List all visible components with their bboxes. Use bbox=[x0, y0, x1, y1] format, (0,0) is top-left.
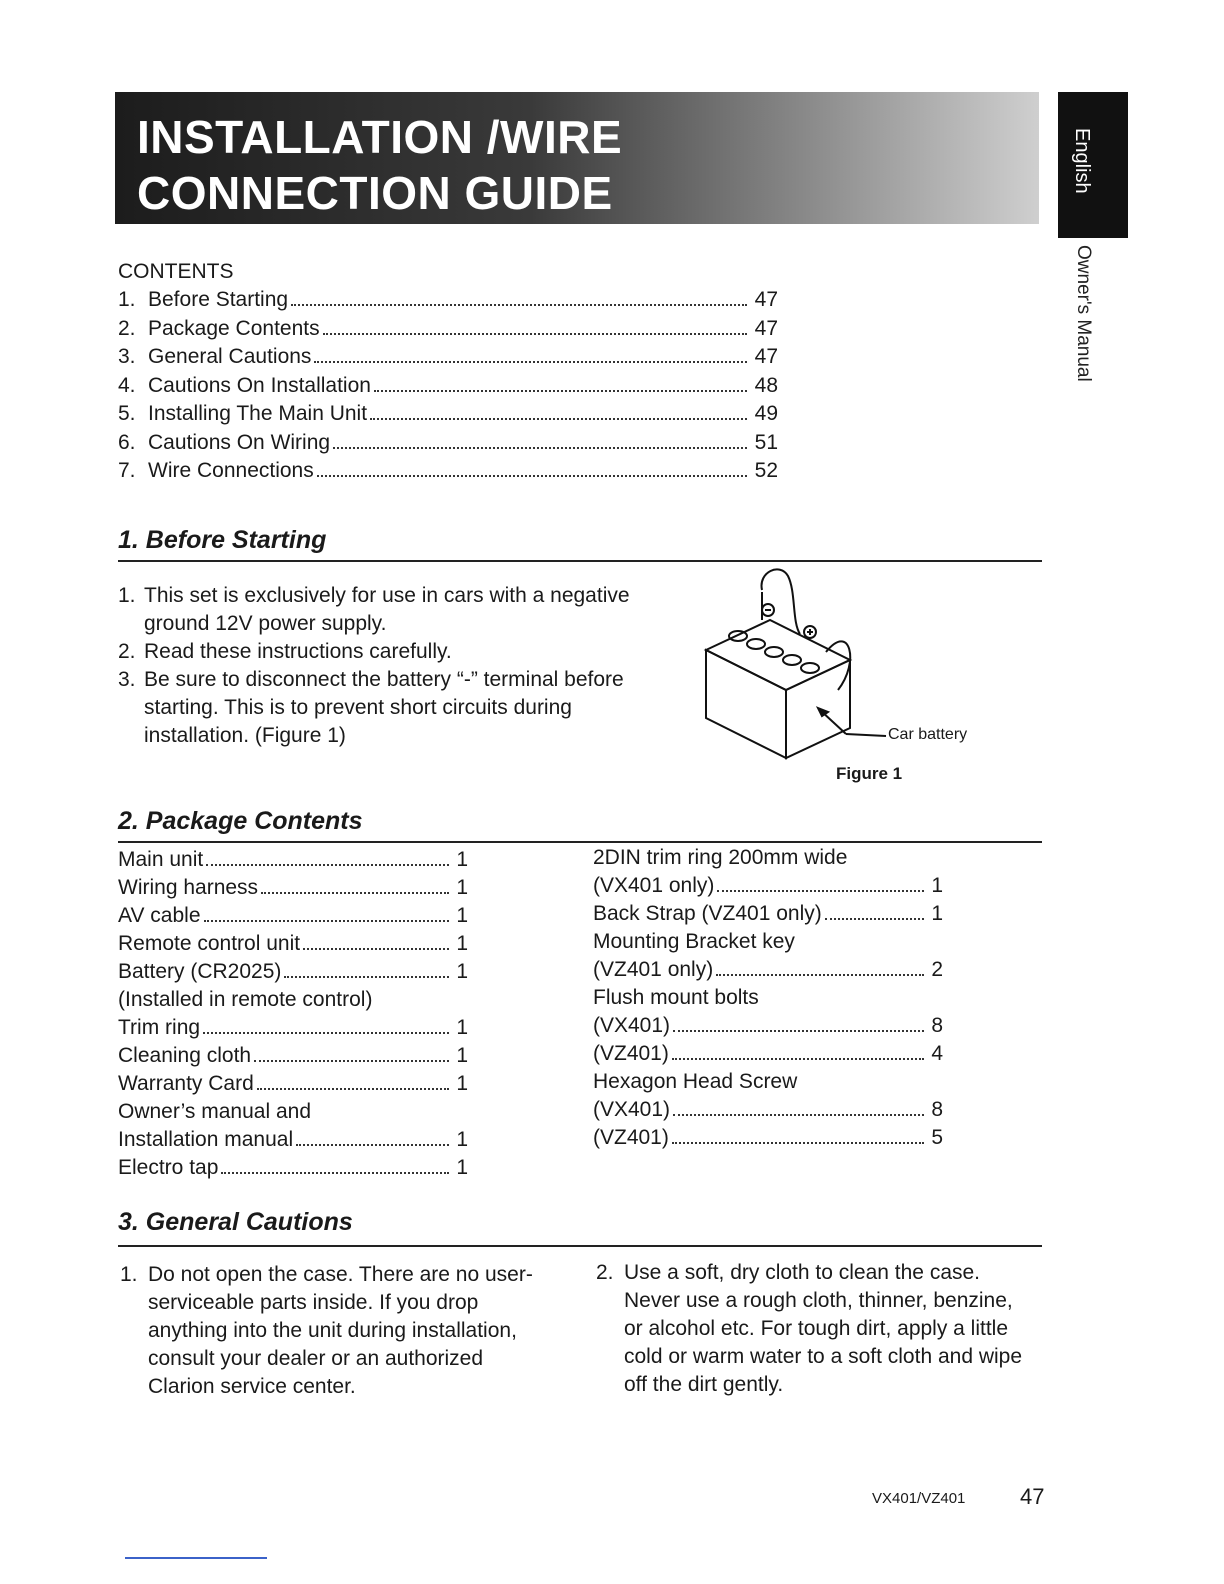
dot-leader bbox=[291, 304, 747, 306]
caution-text: Do not open the case. There are no user- serviceable parts inside. If you drop anything into the unit during installation, consult your dealer or an authorized Clarion service center. bbox=[148, 1263, 533, 1398]
toc-page: 47 bbox=[754, 288, 778, 311]
title-banner bbox=[115, 92, 1039, 224]
package-item bbox=[593, 846, 943, 874]
toc-page: 52 bbox=[754, 459, 778, 482]
package-item-name: Back Strap (VZ401 only) bbox=[593, 902, 822, 925]
dot-leader bbox=[261, 892, 449, 894]
package-item bbox=[118, 1100, 468, 1128]
package-item bbox=[593, 1014, 943, 1042]
manual-label: Owner's Manual bbox=[1073, 245, 1094, 382]
dot-leader bbox=[716, 974, 924, 976]
caution-item bbox=[596, 1259, 1036, 1399]
toc-title: Wire Connections bbox=[148, 459, 314, 482]
package-item bbox=[118, 1128, 468, 1156]
toc-item bbox=[118, 459, 778, 488]
dot-leader bbox=[673, 1114, 924, 1116]
package-item bbox=[118, 1044, 468, 1072]
package-item bbox=[118, 876, 468, 904]
package-item-name: Trim ring bbox=[118, 1016, 201, 1039]
package-item-name: Main unit bbox=[118, 848, 204, 871]
toc-item bbox=[118, 402, 778, 431]
package-item-qty: 8 bbox=[931, 1014, 943, 1037]
package-item-qty: 1 bbox=[456, 904, 468, 927]
toc-number: 3. bbox=[118, 345, 136, 368]
package-item bbox=[593, 902, 943, 930]
dot-leader bbox=[323, 333, 747, 335]
section-divider bbox=[118, 841, 1042, 843]
package-item bbox=[593, 1098, 943, 1126]
dot-leader bbox=[717, 890, 924, 892]
caution-text: Use a soft, dry cloth to clean the case. Never use a rough cloth, thinner, benzine, or alcohol etc. For tough dirt, apply a little cold or warm water to a soft cloth and wipe off the dirt gently. bbox=[624, 1261, 1023, 1396]
package-item-name: Battery (CR2025) bbox=[118, 960, 282, 983]
toc-number: 2. bbox=[118, 316, 136, 340]
package-item bbox=[593, 958, 943, 986]
section-divider bbox=[118, 1245, 1042, 1247]
section-title-before-starting: 1. Before Starting bbox=[118, 526, 327, 554]
contents-heading: CONTENTS bbox=[118, 260, 234, 283]
package-item-name: Electro tap bbox=[118, 1156, 219, 1179]
banner-title-line-1: INSTALLATION /WIRE bbox=[137, 111, 623, 163]
package-item-name: (VZ401) bbox=[593, 1126, 669, 1149]
package-item bbox=[593, 986, 943, 1014]
dot-leader bbox=[206, 864, 449, 866]
package-item-name: (VX401) bbox=[593, 1014, 671, 1037]
toc-number: 5. bbox=[118, 402, 136, 425]
package-item-qty: 1 bbox=[931, 902, 943, 925]
package-item-qty: 2 bbox=[931, 958, 943, 981]
package-item bbox=[593, 1126, 943, 1154]
package-item-qty: 1 bbox=[456, 848, 468, 871]
toc-title: Cautions On Wiring bbox=[148, 430, 331, 454]
toc-page: 48 bbox=[754, 373, 778, 397]
dot-leader bbox=[673, 1030, 924, 1032]
table-of-contents bbox=[118, 288, 778, 488]
package-item-name: Mounting Bracket key bbox=[593, 930, 795, 953]
toc-page: 49 bbox=[754, 402, 778, 425]
package-item-name: Wiring harness bbox=[118, 876, 259, 899]
package-item bbox=[118, 1072, 468, 1100]
package-item-qty: 4 bbox=[931, 1042, 943, 1065]
dot-leader bbox=[374, 390, 747, 392]
toc-item bbox=[118, 317, 778, 346]
package-item bbox=[118, 988, 468, 1016]
figure-caption: Figure 1 bbox=[836, 764, 903, 783]
package-item-qty: 5 bbox=[931, 1126, 943, 1149]
figure-label-car-battery: Car battery bbox=[888, 726, 968, 743]
caution-number: 2. bbox=[596, 1261, 614, 1284]
package-item-qty: 1 bbox=[456, 1072, 468, 1095]
section-title-package-contents: 2. Package Contents bbox=[118, 807, 363, 835]
footer-model: VX401/VZ401 bbox=[872, 1490, 966, 1507]
package-item-name: AV cable bbox=[118, 904, 201, 927]
package-item-name: (Installed in remote control) bbox=[118, 988, 373, 1011]
toc-number: 4. bbox=[118, 373, 136, 397]
dot-leader bbox=[303, 948, 449, 950]
package-item bbox=[118, 960, 468, 988]
page-number: 47 bbox=[1020, 1484, 1045, 1509]
toc-number: 1. bbox=[118, 288, 136, 311]
package-item-name: Hexagon Head Screw bbox=[593, 1070, 798, 1093]
package-list-left bbox=[118, 848, 468, 1184]
footer-rule bbox=[125, 1557, 267, 1559]
list-item bbox=[118, 582, 638, 638]
package-item-qty: 1 bbox=[456, 1156, 468, 1179]
toc-number: 7. bbox=[118, 459, 136, 482]
toc-title: Cautions On Installation bbox=[148, 373, 371, 397]
package-item-qty: 8 bbox=[931, 1098, 943, 1121]
dot-leader bbox=[257, 1088, 449, 1090]
toc-item bbox=[118, 288, 778, 317]
list-text: Read these instructions carefully. bbox=[144, 640, 452, 663]
toc-item bbox=[118, 345, 778, 374]
package-item-qty: 1 bbox=[456, 1016, 468, 1039]
package-item bbox=[118, 1016, 468, 1044]
list-item bbox=[118, 638, 638, 666]
package-item-name: (VZ401 only) bbox=[593, 958, 714, 981]
dot-leader bbox=[825, 918, 924, 920]
dot-leader bbox=[314, 361, 747, 363]
package-item-qty: 1 bbox=[456, 960, 468, 983]
package-item bbox=[593, 1070, 943, 1098]
dot-leader bbox=[672, 1142, 924, 1144]
package-item bbox=[118, 848, 468, 876]
before-starting-list bbox=[118, 582, 638, 750]
language-tab bbox=[1058, 92, 1128, 238]
dot-leader bbox=[284, 976, 449, 978]
package-item-name: Cleaning cloth bbox=[118, 1044, 252, 1067]
banner-title-line-2: CONNECTION GUIDE bbox=[137, 167, 613, 219]
dot-leader bbox=[203, 1032, 449, 1034]
list-number: 3. bbox=[118, 668, 136, 691]
package-item-name: 2DIN trim ring 200mm wide bbox=[593, 846, 848, 869]
package-item bbox=[593, 930, 943, 958]
list-number: 2. bbox=[118, 640, 136, 663]
dot-leader bbox=[333, 447, 747, 449]
toc-title: Installing The Main Unit bbox=[148, 402, 368, 425]
package-item-name: Remote control unit bbox=[118, 932, 301, 955]
caution-item bbox=[120, 1261, 540, 1401]
toc-item bbox=[118, 374, 778, 403]
package-item-qty: 1 bbox=[456, 1044, 468, 1067]
package-item-name: (VZ401) bbox=[593, 1042, 669, 1065]
toc-title: Package Contents bbox=[148, 316, 320, 340]
dot-leader bbox=[672, 1058, 924, 1060]
toc-title: Before Starting bbox=[148, 288, 289, 311]
toc-number: 6. bbox=[118, 430, 136, 454]
package-item-name: Owner’s manual and bbox=[118, 1100, 311, 1123]
package-item bbox=[118, 932, 468, 960]
dot-leader bbox=[370, 418, 747, 420]
language-label: English bbox=[1071, 128, 1093, 194]
caution-number: 1. bbox=[120, 1263, 138, 1286]
package-item-name: Warranty Card bbox=[118, 1072, 254, 1095]
package-list-right bbox=[593, 846, 943, 1154]
list-number: 1. bbox=[118, 584, 136, 607]
package-item bbox=[118, 1156, 468, 1184]
toc-page: 51 bbox=[754, 430, 778, 454]
section-title-general-cautions: 3. General Cautions bbox=[118, 1208, 353, 1236]
dot-leader bbox=[254, 1060, 449, 1062]
package-item-qty: 1 bbox=[456, 1128, 468, 1151]
dot-leader bbox=[317, 475, 747, 477]
dot-leader bbox=[296, 1144, 449, 1146]
list-item bbox=[118, 666, 638, 750]
package-item bbox=[593, 1042, 943, 1070]
list-text: Be sure to disconnect the battery “-” terminal before starting. This is to prevent short circuits during installation. (Figure 1) bbox=[144, 668, 624, 747]
package-item-qty: 1 bbox=[456, 876, 468, 899]
toc-page: 47 bbox=[754, 316, 778, 340]
package-item-name: Installation manual bbox=[118, 1128, 294, 1151]
package-item bbox=[593, 874, 943, 902]
dot-leader bbox=[204, 920, 450, 922]
package-item-qty: 1 bbox=[456, 932, 468, 955]
package-item-qty: 1 bbox=[931, 874, 943, 897]
toc-title: General Cautions bbox=[148, 345, 312, 368]
toc-page: 47 bbox=[754, 345, 778, 368]
package-item bbox=[118, 904, 468, 932]
toc-item bbox=[118, 431, 778, 460]
package-item-name: (VX401) bbox=[593, 1098, 671, 1121]
package-item-name: (VX401 only) bbox=[593, 874, 715, 897]
dot-leader bbox=[221, 1172, 449, 1174]
list-text: This set is exclusively for use in cars with a negative ground 12V power supply. bbox=[144, 584, 630, 635]
package-item-name: Flush mount bolts bbox=[593, 986, 759, 1009]
